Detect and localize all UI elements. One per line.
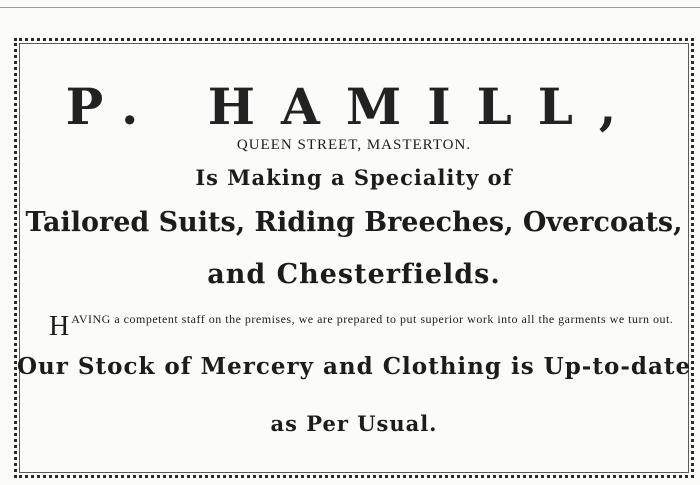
staff-paragraph: [49, 311, 689, 342]
merchant-name: P. HAMILL,: [65, 77, 643, 136]
paragraph-text: AVING a competent staff on the premises, we are prepared to put superior work into all the garments we turn out.: [71, 312, 674, 326]
merchant-address: QUEEN STREET, MASTERTON.: [236, 137, 472, 153]
stock-line: Our Stock of Mercery and Clothing is Up-to-date: [17, 353, 692, 380]
top-rule: [0, 7, 700, 8]
products-line-1: Tailored Suits, Riding Breeches, Overcoats,: [25, 207, 683, 238]
closing-line: as Per Usual.: [270, 411, 438, 436]
drop-cap: H: [49, 311, 70, 342]
products-line-2: and Chesterfields.: [207, 259, 501, 290]
advertisement-border: [14, 38, 694, 478]
advertisement-content: [17, 41, 691, 475]
speciality-heading: Is Making a Speciality of: [195, 165, 513, 190]
